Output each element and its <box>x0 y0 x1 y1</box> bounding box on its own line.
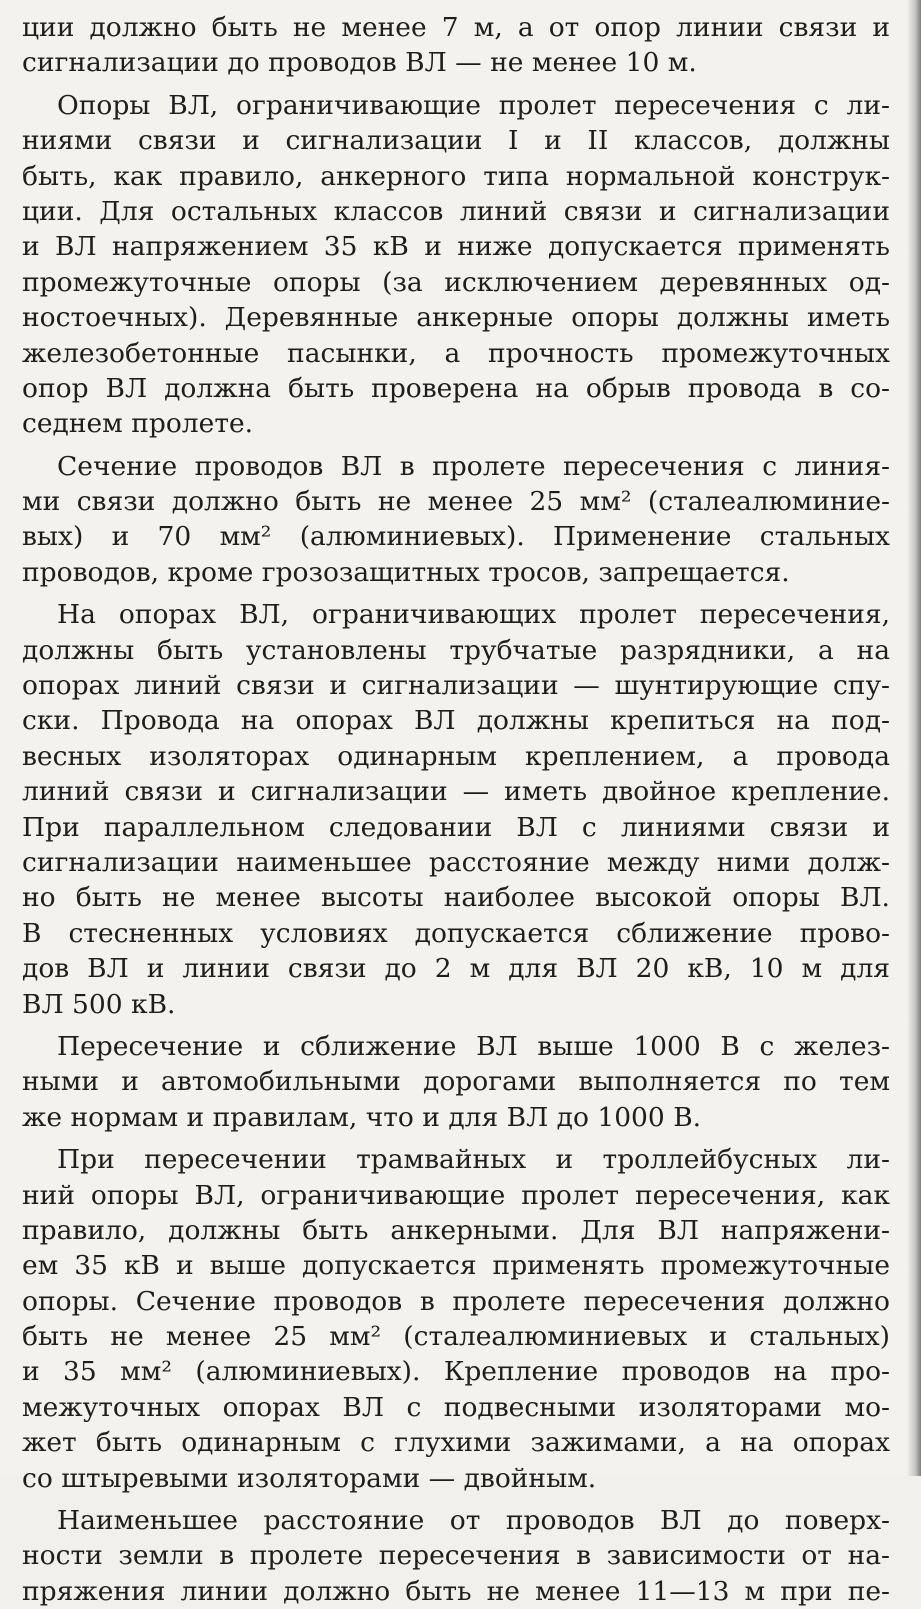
text-line: ности земли в пролете пересечения в зависимости от на- <box>22 1540 890 1572</box>
text-body <box>22 10 890 1609</box>
text-line: В стесненных условиях допускается сближение прово- <box>22 917 890 949</box>
text-line: межуточных опорах ВЛ с подвесными изоляторами мо- <box>22 1391 890 1423</box>
text-line: Наименьшее расстояние от проводов ВЛ до поверх- <box>57 1505 890 1537</box>
text-line: ностоечных). Деревянные анкерные опоры должны иметь <box>22 302 890 334</box>
paragraph <box>22 1029 890 1135</box>
text-line: ции должно быть не менее 7 м, а от опор линии связи и <box>22 12 890 43</box>
text-line: вых) и 70 мм² (алюминиевых). Применение стальных <box>22 521 890 553</box>
text-line: линий связи и сигнализации — иметь двойное крепление. <box>22 776 890 808</box>
text-line: Сечение проводов ВЛ в пролете пересечения с линия- <box>57 450 890 482</box>
text-line: седнем пролете. <box>22 408 254 440</box>
text-line: ВЛ 500 кВ. <box>22 988 176 1020</box>
text-line: Опоры ВЛ, ограничивающие пролет пересечения с ли- <box>57 89 890 121</box>
text-line: ний опоры ВЛ, ограничивающие пролет пересечения, как <box>22 1179 890 1211</box>
paragraph <box>22 88 890 442</box>
text-line: дов ВЛ и линии связи до 2 м для ВЛ 20 кВ, 10 м для <box>22 953 890 985</box>
text-line: со штыревыми изоляторами — двойным. <box>22 1462 597 1494</box>
paragraph <box>22 1142 890 1496</box>
paragraph <box>22 597 890 1022</box>
text-line: жет быть одинарным с глухими зажимами, а на опорах <box>22 1427 890 1459</box>
text-line: промежуточные опоры (за исключением деревянных од- <box>22 266 890 298</box>
text-line: сигнализации наименьшее расстояние между ними долж- <box>22 846 890 878</box>
text-line: железобетонные пасынки, а прочность промежуточных <box>22 337 890 369</box>
text-line: Пересечение и сближение ВЛ выше 1000 В с желез- <box>57 1030 890 1062</box>
text-line: же нормам и правилам, что и для ВЛ до 1000 В. <box>22 1101 702 1133</box>
text-line: ем 35 кВ и выше допускается применять промежуточные <box>22 1250 890 1282</box>
text-line: ски. Провода на опорах ВЛ должны крепиться на под- <box>22 705 890 737</box>
text-line: правило, должны быть анкерными. Для ВЛ напряжени- <box>22 1214 890 1246</box>
text-line: опоры. Сечение проводов в пролете пересечения должно <box>22 1285 890 1317</box>
paragraph <box>22 1503 890 1609</box>
text-line: опор ВЛ должна быть проверена на обрыв провода в со- <box>22 372 890 404</box>
text-line: сигнализации до проводов ВЛ — не менее 10 м. <box>22 47 697 79</box>
text-line: ми связи должно быть не менее 25 мм² (сталеалюминие- <box>22 486 890 518</box>
text-line: опорах линий связи и сигнализации — шунтирующие спу- <box>22 670 890 702</box>
text-line: быть не менее 25 мм² (сталеалюминиевых и стальных) <box>22 1321 890 1353</box>
paragraph <box>22 449 890 591</box>
text-line: весных изоляторах одинарным креплением, а провода <box>22 740 890 772</box>
text-line: ции. Для остальных классов линий связи и сигнализации <box>22 195 890 227</box>
text-line: ными и автомобильными дорогами выполняется по тем <box>22 1066 890 1098</box>
paragraph <box>22 10 890 81</box>
text-line: и ВЛ напряжением 35 кВ и ниже допускается применять <box>22 231 890 263</box>
text-line: При параллельном следовании ВЛ с линиями связи и <box>22 811 890 843</box>
text-line: При пересечении трамвайных и троллейбусных ли- <box>57 1144 890 1176</box>
text-line: проводов, кроме грозозащитных тросов, запрещается. <box>22 556 790 588</box>
text-line: На опорах ВЛ, ограничивающих пролет пересечения, <box>57 599 890 631</box>
page-edge-shadow <box>907 0 921 1476</box>
text-line: но быть не менее высоты наиболее высокой опоры ВЛ. <box>22 882 890 914</box>
text-line: быть, как правило, анкерного типа нормальной конструк- <box>22 160 890 192</box>
text-line: и 35 мм² (алюминиевых). Крепление проводов на про- <box>22 1356 890 1388</box>
text-line: ниями связи и сигнализации I и II классов, должны <box>22 125 890 157</box>
text-line: должны быть установлены трубчатые разрядники, а на <box>22 634 890 666</box>
text-line: пряжения линии должно быть не менее 11—13 м при пе- <box>22 1575 890 1607</box>
